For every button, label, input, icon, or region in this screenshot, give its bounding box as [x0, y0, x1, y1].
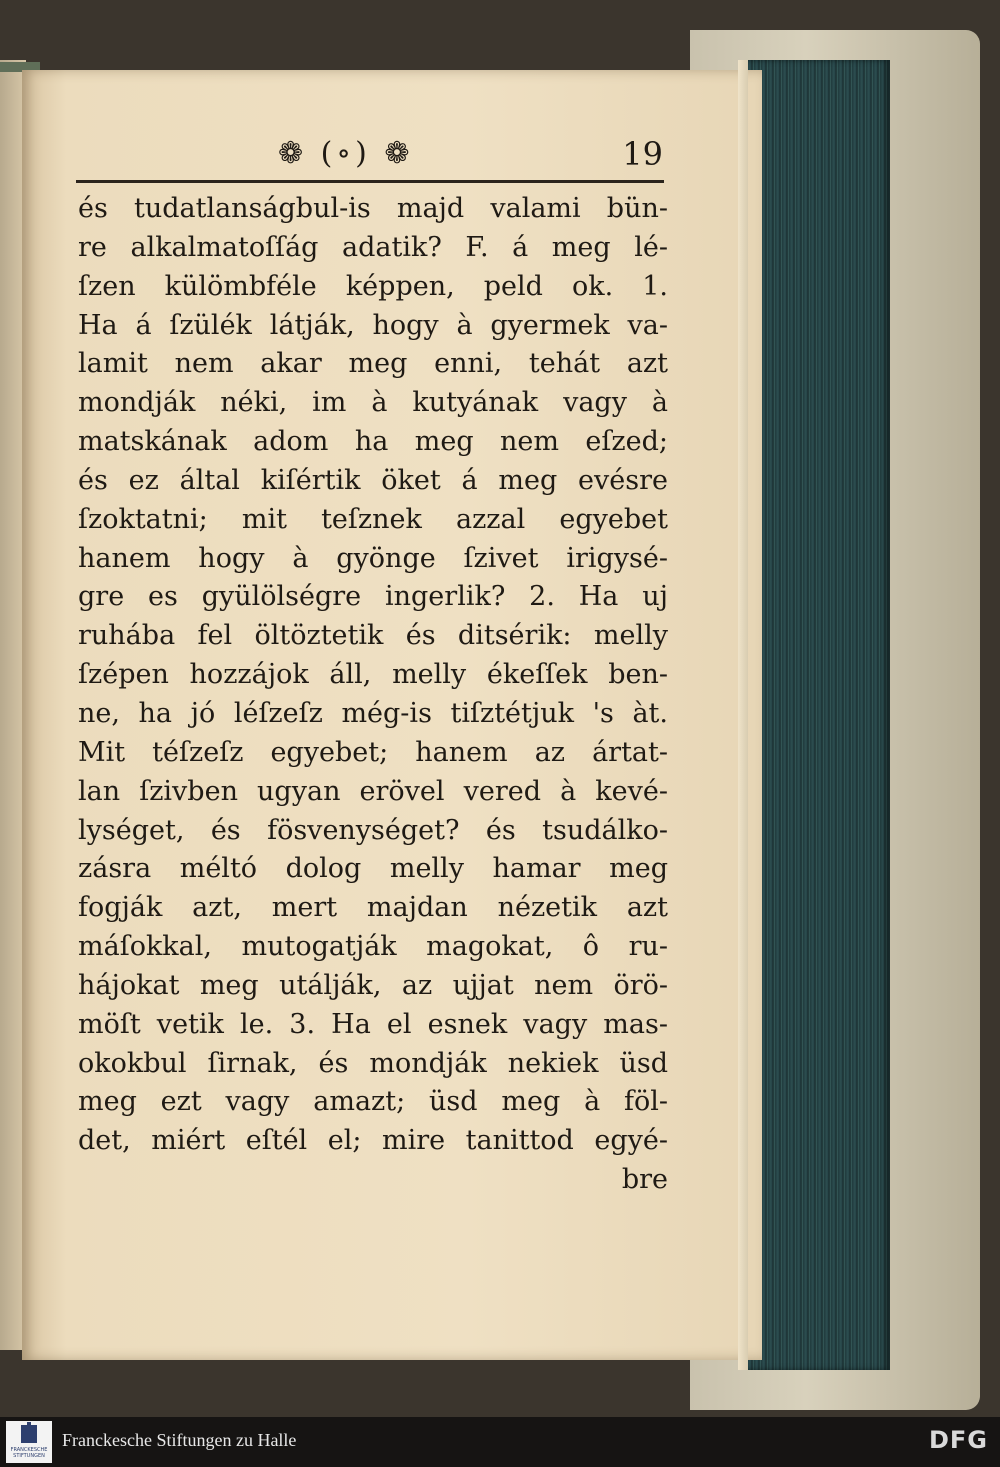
- institution-name[interactable]: Franckesche Stiftungen zu Halle: [62, 1430, 297, 1450]
- text-line: ſzen külömbféle képpen, peld ok. 1.: [78, 270, 668, 302]
- page-block-edge: [740, 60, 890, 1370]
- text-line: Mit téſzeſz egyebet; hanem az ártat-: [78, 736, 668, 768]
- logo-caption: FRANCKESCHE STIFTUNGEN: [10, 1447, 48, 1459]
- text-line: möſt vetik le. 3. Ha el esnek vagy mas-: [78, 1008, 668, 1040]
- text-line: ſzoktatni; mit teſznek azzal egyebet: [78, 503, 668, 535]
- text-line: okokbul ſirnak, és mondják nekiek üsd: [78, 1047, 668, 1079]
- text-line: re alkalmatoſſág adatik? F. á meg lé-: [78, 231, 668, 263]
- text-line: mondják néki, im à kutyának vagy à: [78, 387, 668, 419]
- header-ornament-icon: ❁ (∘) ❁: [278, 136, 414, 171]
- text-line: ruhába fel öltöztetik és ditsérik: melly: [78, 620, 668, 652]
- text-line: lamit nem akar meg enni, tehát azt: [78, 348, 668, 380]
- text-line: matskának adom ha meg nem eſzed;: [78, 426, 668, 458]
- page-number: 19: [622, 135, 663, 173]
- text-line: lan ſzivben ugyan erövel vered à kevé-: [78, 775, 668, 807]
- text-line: det, miért eſtél el; mire tanittod egyé-: [78, 1125, 668, 1157]
- text-line: fogják azt, mert majdan nézetik azt: [78, 892, 668, 924]
- text-line: és tudatlanságbul-is majd valami bün-: [78, 193, 668, 224]
- viewer-footer: [0, 1417, 1000, 1467]
- text-line: máſokkal, mutogatják magokat, ô ru-: [78, 931, 668, 963]
- institution-logo[interactable]: [6, 1421, 52, 1463]
- text-line: ne, ha jó léſzeſz még-is tiſztétjuk 's àt.: [78, 697, 668, 729]
- catchword: bre: [621, 1164, 668, 1196]
- text-line: hájokat meg utálják, az ujjat nem örö-: [78, 969, 668, 1001]
- header-rule: [76, 180, 664, 183]
- text-line: hanem hogy à gyönge ſzivet irigysé-: [78, 542, 668, 574]
- text-line: ſzépen hozzájok áll, melly ékeſſek ben-: [78, 659, 668, 691]
- text-line: Ha á ſzülék látják, hogy à gyermek va-: [78, 309, 668, 341]
- text-line: zásra méltó dolog melly hamar meg: [78, 853, 668, 885]
- body-text: [78, 190, 668, 1200]
- running-header: [278, 132, 663, 176]
- building-icon: [21, 1425, 37, 1443]
- text-line: meg ezt vagy amazt; üsd meg à föl-: [78, 1086, 668, 1118]
- text-line: lységet, és fösvenységet? és tsudálko-: [78, 814, 668, 846]
- page-fold: [738, 60, 748, 1370]
- funder-logo[interactable]: DFG: [928, 1426, 988, 1454]
- text-line: gre es gyülölségre ingerlik? 2. Ha uj: [78, 581, 668, 613]
- text-line: és ez által kiſértik öket á meg evésre: [78, 464, 668, 496]
